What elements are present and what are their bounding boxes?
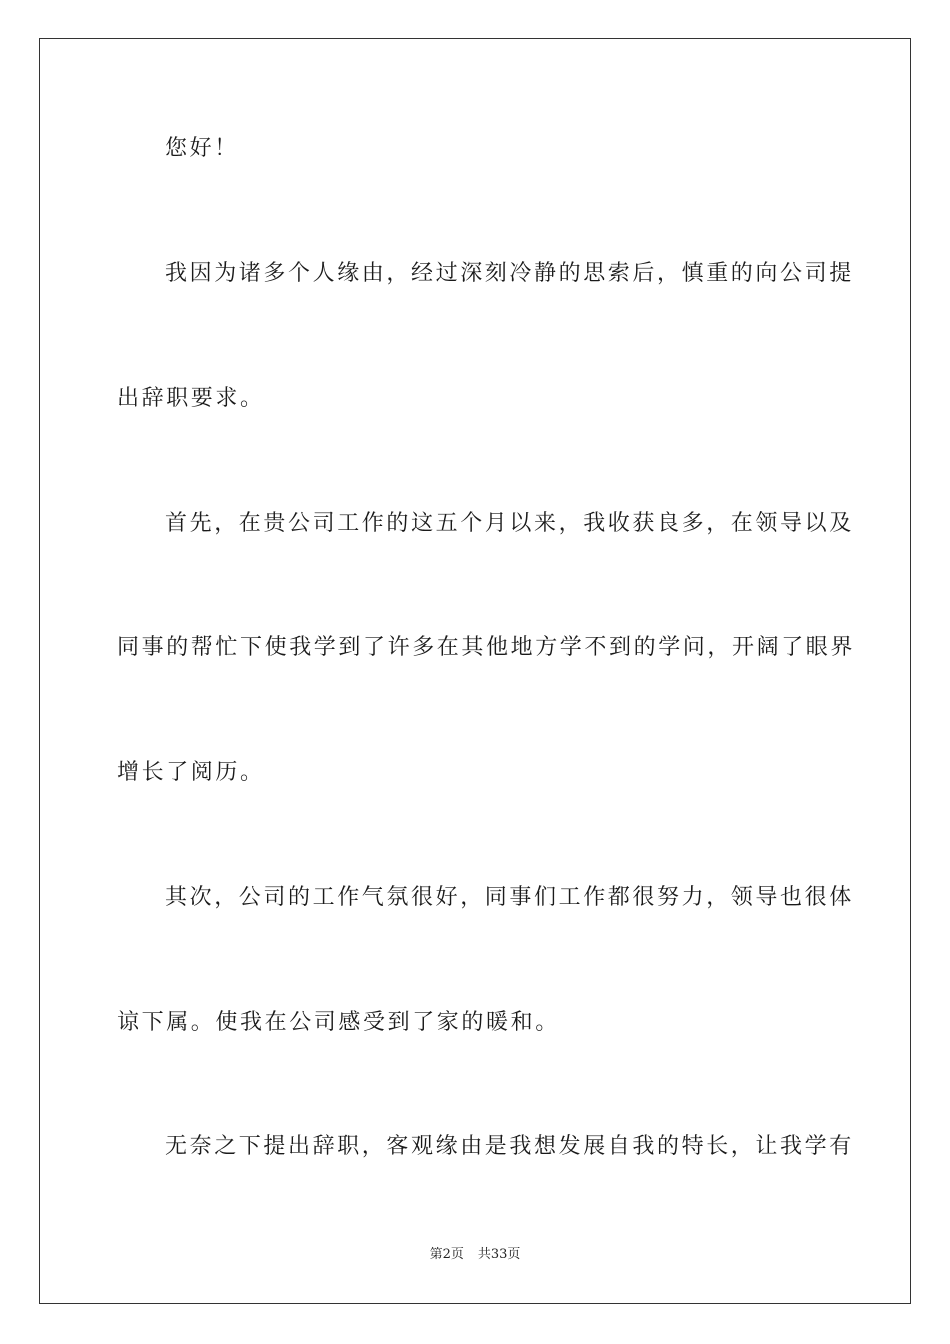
page-frame [39,38,911,1304]
paragraph-1-line-1: 我因为诸多个人缘由，经过深刻冷静的思索后，慎重的向公司提 [165,261,854,286]
greeting-line: 您好！ [165,136,239,161]
paragraph-2-line-1: 首先，在贵公司工作的这五个月以来，我收获良多，在领导以及 [165,511,854,536]
page-total: 共33页 [477,1247,521,1262]
paragraph-3-line-1: 其次，公司的工作气氛很好，同事们工作都很努力，领导也很体 [165,885,854,910]
paragraph-2-line-2: 同事的帮忙下使我学到了许多在其他地方学不到的学问，开阔了眼界 [117,635,856,660]
paragraph-3-line-2: 谅下属。使我在公司感受到了家的暖和。 [117,1010,560,1035]
page-number: 第2页 [429,1247,464,1262]
page-footer [0,1246,950,1264]
paragraph-4-line-1: 无奈之下提出辞职，客观缘由是我想发展自我的特长，让我学有 [165,1134,854,1159]
paragraph-2-line-3: 增长了阅历。 [117,760,265,785]
paragraph-1-line-2: 出辞职要求。 [117,386,265,411]
